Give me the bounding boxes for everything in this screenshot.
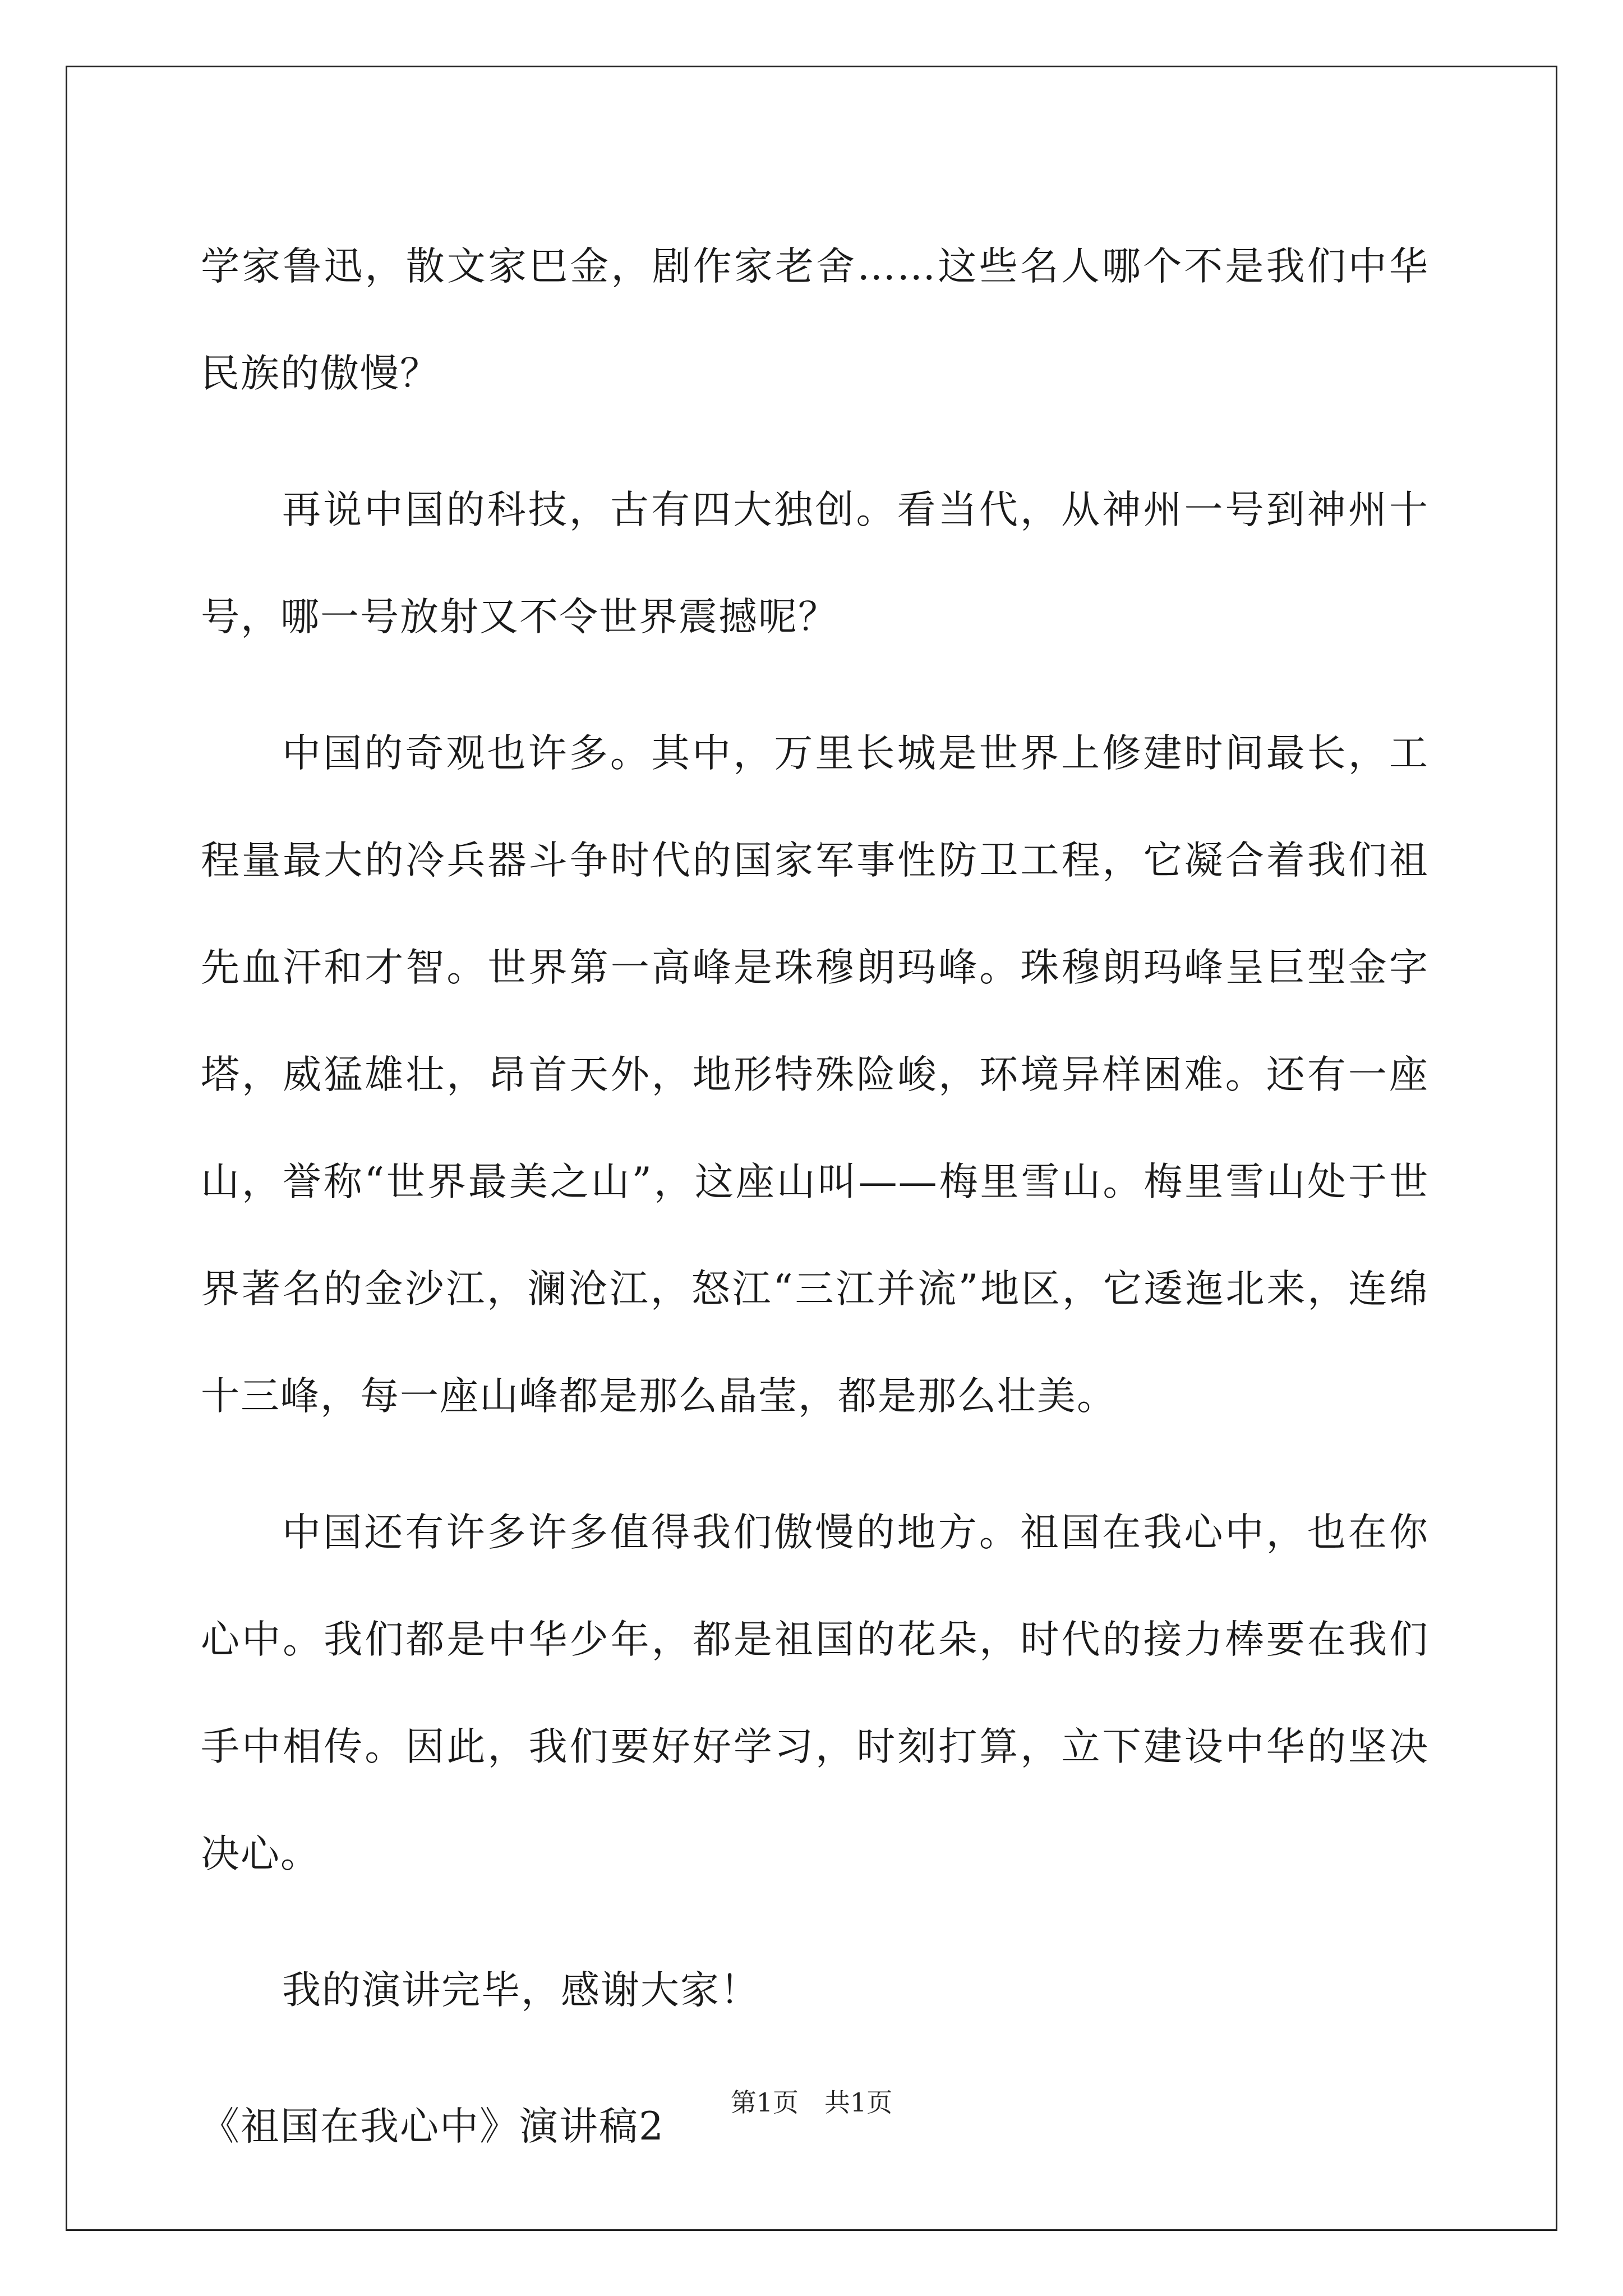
- document-body: [201, 213, 1429, 2210]
- paragraph-1: 学家鲁迅，散文家巴金，剧作家老舍……这些名人哪个不是我们中华民族的傲慢？: [201, 244, 1429, 396]
- section-title: 《祖国在我心中》演讲稿2: [201, 2104, 665, 2149]
- paragraph-4: 中国还有许多许多值得我们傲慢的地方。祖国在我心中，也在你心中。我们都是中华少年，都是祖国的花朵，时代的接力棒要在我们手中相传。因此，我们要好好学习，时刻打算，立下建设中华的坚决决心。: [201, 1510, 1429, 1876]
- paragraph-3: 中国的奇观也许多。其中，万里长城是世界上修建时间最长，工程量最大的冷兵器斗争时代的国家军事性防卫工程，它凝合着我们祖先血汗和才智。世界第一高峰是珠穆朗玛峰。珠穆朗玛峰呈巨型金字塔，威猛雄壮，昂首天外，地形特殊险峻，环境异样困难。还有一座山，誉称“世界最美之山”，这座山叫——梅里雪山。梅里雪山处于世界著名的金沙江，澜沧江，怒江“三江并流”地区，它逶迤北来，连绵十三峰，每一座山峰都是那么晶莹，都是那么壮美。: [201, 731, 1429, 1419]
- paragraph-2: 再说中国的科技，古有四大独创。看当代，从神州一号到神州十号，哪一号放射又不令世界震撼呢？: [201, 487, 1429, 639]
- paragraph-5: 我的演讲完毕，感谢大家！: [282, 1968, 760, 2013]
- page-number-footer: 第1页 共1页: [730, 2087, 893, 2118]
